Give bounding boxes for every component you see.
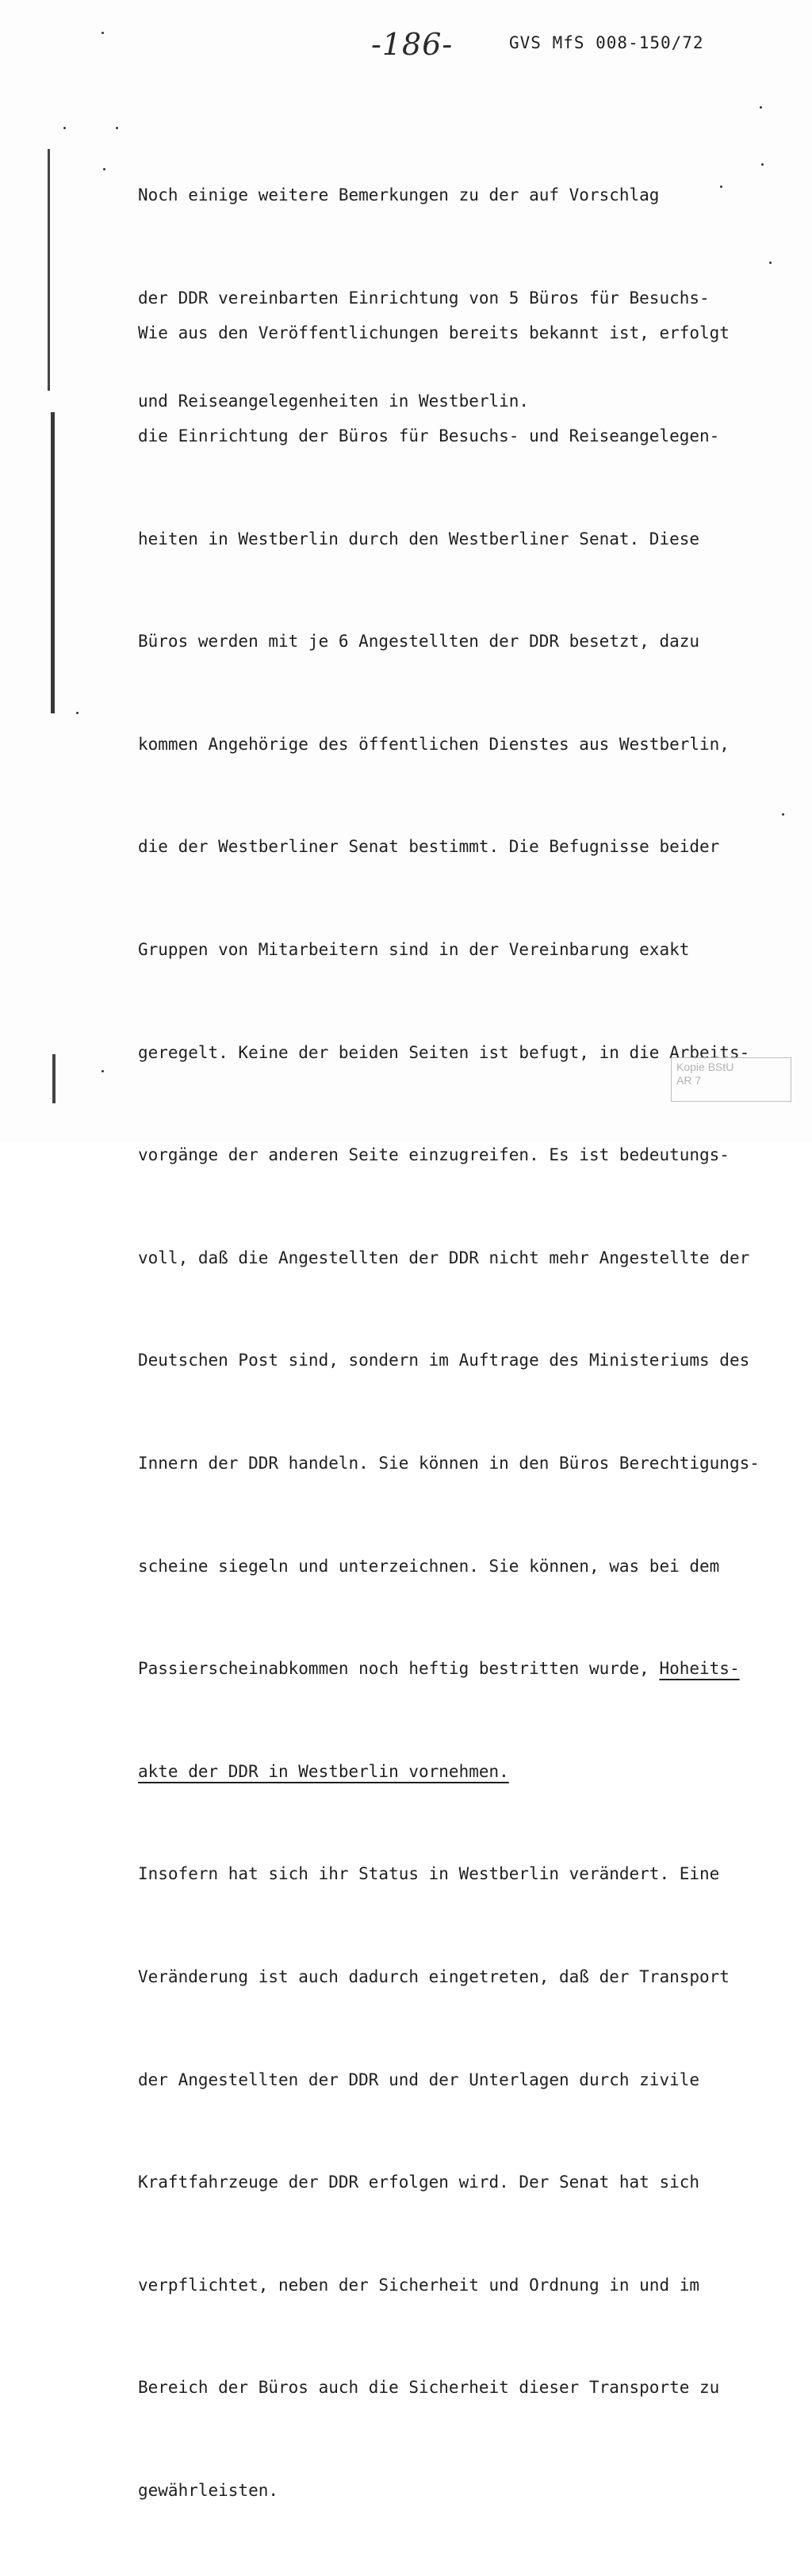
- text-line: verpflichtet, neben der Sicherheit und Ordnung in und im: [138, 2275, 700, 2295]
- text-line: Innern der DDR handeln. Sie können in den Büros Berechtigungs-: [138, 1453, 760, 1473]
- text-line: Wie aus den Veröffentlichungen bereits bekannt ist, erfolgt: [138, 323, 730, 343]
- speck: [102, 1070, 104, 1072]
- text-line: der Angestellten der DDR und der Unterlagen durch zivile: [138, 2070, 700, 2089]
- text-line: Kraftfahrzeuge der DDR erfolgen wird. Der Senat hat sich: [138, 2173, 700, 2192]
- text-line: heiten in Westberlin durch den Westberliner Senat. Diese: [138, 529, 700, 548]
- text-line: Deutschen Post sind, sondern im Auftrage des Ministeriums des: [138, 1351, 750, 1370]
- speck: [782, 813, 784, 816]
- text-line: kommen Angehörige des öffentlichen Dienstes aus Westberlin,: [138, 734, 730, 754]
- text-line: Büros werden mit je 6 Angestellten der DDR besetzt, dazu: [138, 632, 700, 652]
- speck: [102, 32, 104, 34]
- page-number: -186-: [371, 27, 454, 62]
- text-line: die der Westberliner Senat bestimmt. Die Befugnisse beider: [138, 837, 720, 857]
- text-line: Insofern hat sich ihr Status in Westberlin verändert. Eine: [138, 1864, 720, 1884]
- text-line: [138, 1755, 772, 1789]
- text-line: der DDR vereinbarten Einrichtung von 5 Büros für Besuchs-: [138, 289, 710, 308]
- text-line: geregelt. Keine der beiden Seiten ist befugt, in die Arbeits-: [138, 1042, 750, 1062]
- speck: [76, 712, 79, 714]
- underlined-text: akte der DDR in Westberlin vornehmen.: [138, 1761, 509, 1781]
- speck: [116, 127, 118, 129]
- speck: [103, 168, 105, 170]
- document-reference: GVS MfS 008-150/72: [509, 33, 704, 52]
- text-line: und Reiseangelegenheiten in Westberlin.: [138, 391, 530, 411]
- speck: [63, 127, 66, 129]
- text-line: gewährleisten.: [138, 2480, 279, 2500]
- underlined-text: Hoheits-: [659, 1659, 740, 1679]
- text-line: scheine siegeln und unterzeichnen. Sie können, was bei dem: [138, 1556, 720, 1576]
- archive-stamp: [671, 1057, 791, 1102]
- text-segment: Passierscheinabkommen noch heftig bestritten wurde,: [138, 1659, 660, 1679]
- text-line: Gruppen von Mitarbeitern sind in der Vereinbarung exakt: [138, 939, 690, 959]
- stamp-text: AR 7: [676, 1074, 702, 1087]
- binding-mark: [48, 149, 50, 391]
- binding-mark: [51, 412, 55, 713]
- speck: [760, 106, 762, 109]
- stamp-text: Kopie BStU: [676, 1061, 734, 1073]
- text-line: Veränderung ist auch dadurch eingetreten, daß der Transport: [138, 1966, 730, 1986]
- text-line: Bereich der Büros auch die Sicherheit dieser Transporte zu: [138, 2378, 720, 2398]
- paragraph-main: [138, 248, 772, 2576]
- text-line: die Einrichtung der Büros für Besuchs- und Reiseangelegen-: [138, 426, 720, 445]
- binding-mark: [52, 1054, 56, 1103]
- text-line: Noch einige weitere Bemerkungen zu der auf Vorschlag: [138, 185, 660, 205]
- text-line: vorgänge der anderen Seite einzugreifen. Es ist bedeutungs-: [138, 1145, 730, 1165]
- text-line: voll, daß die Angestellten der DDR nicht mehr Angestellte der: [138, 1248, 750, 1267]
- text-line: [138, 1652, 772, 1686]
